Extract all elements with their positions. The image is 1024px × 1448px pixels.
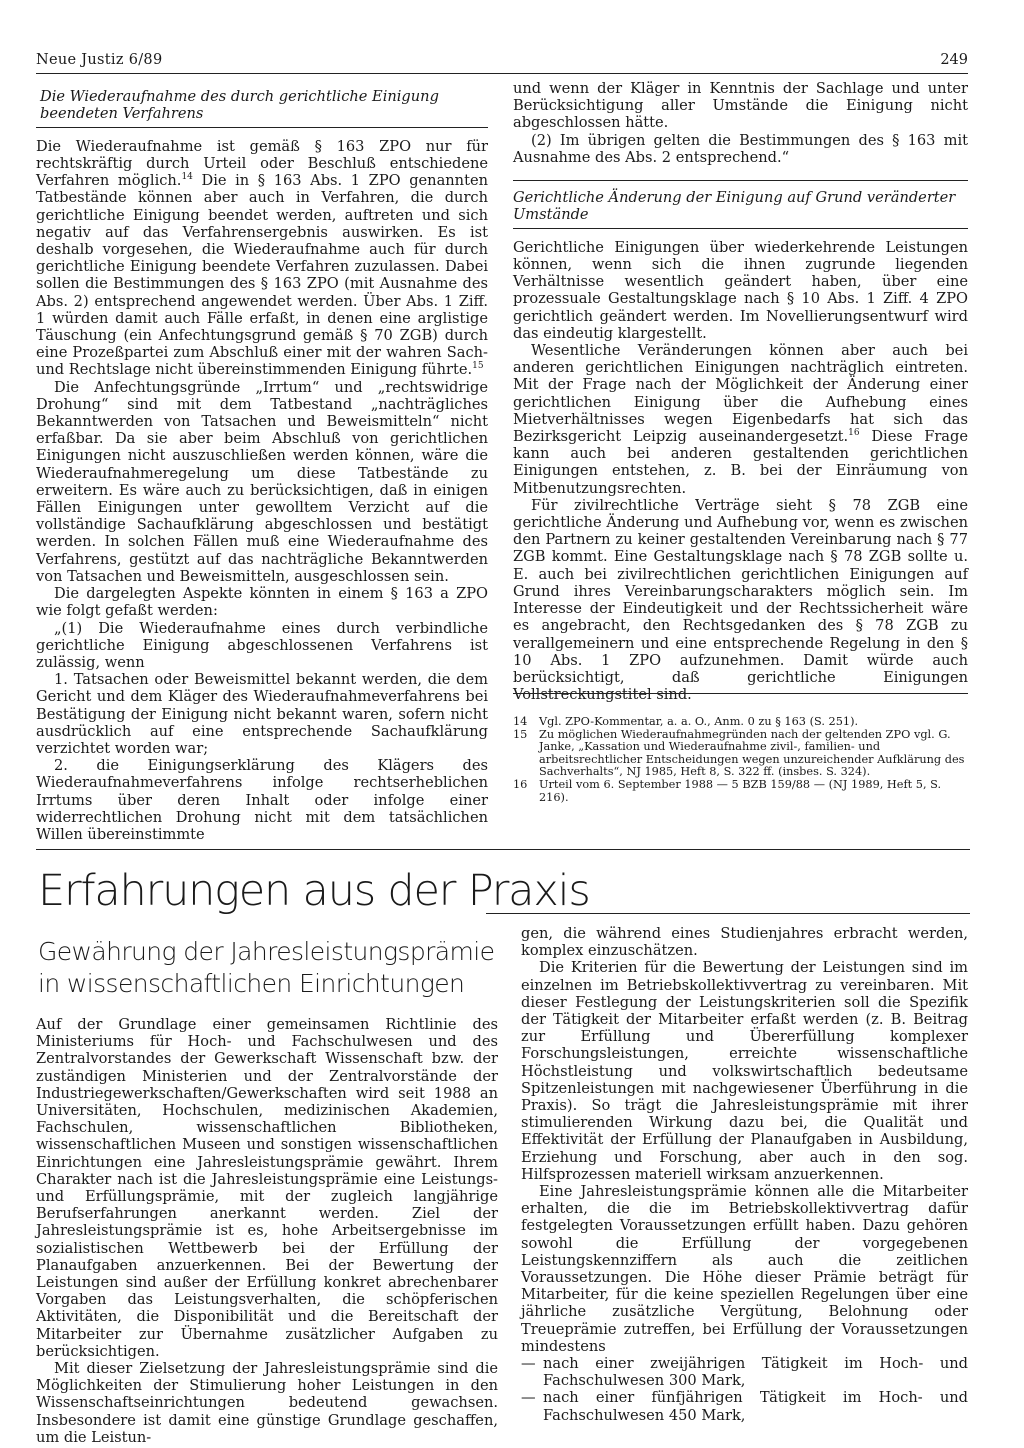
section-title: Erfahrungen aus der Praxis xyxy=(38,866,590,916)
section-heading-aenderung: Gerichtliche Änderung der Einigung auf Grund veränderter Umstände xyxy=(513,189,956,224)
quoted-continuation: (2) Im übrigen gelten die Bestimmungen des § 163 mit Ausnahme des Abs. 2 entsprechend.“ xyxy=(513,131,968,166)
journal-issue: Neue Justiz 6/89 xyxy=(36,52,163,68)
paragraph: Die dargelegten Aspekte könnten in einem § 163 a ZPO wie folgt gefaßt werden: xyxy=(36,585,488,620)
article-right-column xyxy=(521,925,968,1424)
section-heading-rule xyxy=(513,228,968,229)
footnote-ref: 15 xyxy=(472,361,484,372)
paragraph: Eine Jahresleistungsprämie können alle die Mitarbeiter erhalten, die die im Betriebskollektivvertrag dafür festgelegten Voraussetzungen erfüllt haben. Dazu gehören sowohl die Erfüllung der vorgegebenen Leistungskennziffern als auch die zeitlichen Voraussetzungen. Die Höhe dieser Prämie beträgt für Mitarbeiter, für die keine speziellen Regelungen über eine jährliche zusätzliche Vergütung, Belohnung oder Treueprämie zutreffen, bei Erfüllung der Voraussetzungen mindestens xyxy=(521,1183,968,1355)
paragraph: Wesentliche Veränderungen können aber auch bei anderen gerichtlichen Einigungen nachträglich eintreten. Mit der Frage nach der Möglichkeit der Änderung einer gerichtlichen Einigung über die Aufhebung eines Mietverhältnisses wegen Eigenbedarfs hat sich das Bezirksgericht Leipzig auseinandergesetzt.$^{16}$ Diese Frage kann auch bei anderen gestaltenden gerichtlichen Einigungen entstehen, z. B. bei der Einräumung von Mitbenutzungsrechten. xyxy=(513,342,968,497)
footnote-16: 16 Urteil vom 6. September 1988 — 5 BZB 159/88 — (NJ 1989, Heft 5, S. 216). xyxy=(513,777,942,804)
footnote-rule xyxy=(513,693,968,694)
paragraph: Mit dieser Zielsetzung der Jahresleistungsprämie sind die Möglichkeiten der Stimulierung hoher Leistungen in den Wissenschaftseinrichtungen bedeutend gewachsen. Insbesondere ist damit eine günstige Grundlage geschaffen, um die Leistun- xyxy=(36,1360,498,1446)
header-rule xyxy=(36,73,968,74)
paragraph: Die Wiederaufnahme ist gemäß § 163 ZPO nur für rechtskräftig durch Urteil oder Beschluß entschiedene Verfahren möglich.$^{14}$ Die in § 163 Abs. 1 ZPO genannten Tatbestände können aber auch in Verfahren, die durch gerichtliche Einigung beendet werden, auftreten und sich negativ auf das Verfahrensergebnis auswirken. Es ist deshalb vorgesehen, die Wiederaufnahme auch für durch gerichtliche Einigung beendete Verfahren zuzulassen. Dabei sollen die Bestimmungen des § 163 ZPO (mit Ausnahme des Abs. 2) entsprechend angewendet werden. Über Abs. 1 Ziff. 1 würden damit auch Fälle erfaßt, in denen eine arglistige Täuschung (ein Anfechtungsgrund gemäß § 70 ZGB) durch eine Prozeßpartei zum Abschluß einer mit der wahren Sach- und Rechtslage nicht übereinstimmenden Einigung führte.$^{15}$ xyxy=(36,137,488,379)
footnote-ref: 16 xyxy=(848,428,860,439)
footnote-ref: 14 xyxy=(181,172,193,183)
left-column xyxy=(36,88,488,843)
section-heading-rule xyxy=(36,127,488,128)
list-item: — nach einer fünfjährigen Tätigkeit im Hoch- und Fachschulwesen 450 Mark, xyxy=(521,1389,968,1424)
paragraph: gen, die während eines Studienjahres erbracht werden, komplex einzuschätzen. xyxy=(521,925,968,960)
footnote-14: 14 Vgl. ZPO-Kommentar, a. a. O., Anm. 0 zu § 163 (S. 251). xyxy=(513,715,859,728)
article-left-column xyxy=(36,1016,498,1446)
section-rule xyxy=(513,180,968,181)
quoted-paragraph: „(1) Die Wiederaufnahme eines durch verbindliche gerichtliche Einigung abgeschlossenen Verfahrens ist zulässig, wenn xyxy=(36,619,488,671)
article-title: Gewährung der Jahresleistungsprämie in wissenschaftlichen Einrichtungen xyxy=(38,937,495,998)
quoted-list-item: 1. Tatsachen oder Beweismittel bekannt werden, die dem Gericht und dem Kläger des Wiederaufnahmeverfahrens bei Bestätigung der Einigung nicht bekannt waren, sofern nicht ausdrücklich auf eine entsprechende Sachaufklärung verzichtet worden war; xyxy=(36,671,488,757)
paragraph: Für zivilrechtliche Verträge sieht § 78 ZGB eine gerichtliche Änderung und Aufhebung vor, wenn es zwischen den Partnern zu keiner gestaltenden Vereinbarung nach § 77 ZGB kommt. Eine Gestaltungsklage nach § 78 ZGB sollte u. E. auch bei zivilrechtlichen gerichtlichen Einigungen auf Grund ihres Vereinbarungscharakters möglich sein. Im Interesse der Eindeutigkeit und der Rechtssicherheit wäre es angebracht, den Rechtsgedanken des § 78 ZGB zu verallgemeinern und eine entsprechende Regelung in den § 10 Abs. 1 ZPO aufzunehmen. Damit würde auch berücksichtigt, daß gerichtliche Einigungen Vollstreckungstitel sind. xyxy=(513,496,968,704)
section-heading-wiederaufnahme: Die Wiederaufnahme des durch gerichtliche Einigung beendeten Verfahrens xyxy=(40,88,439,123)
footnote-15: 15 Zu möglichen Wiederaufnahmegründen nach der geltenden ZPO vgl. G. Janke, „Kassation und Wiederaufnahme zivil-, familien- und arbeitsrechtlicher Entscheidungen wegen unzureichender Aufklärung des Sachverhalts“, NJ 1985, Heft 8, S. 322 ff. (insbes. S. 324). xyxy=(513,727,965,779)
right-column xyxy=(513,80,968,703)
list-item: — nach einer zweijährigen Tätigkeit im Hoch- und Fachschulwesen 300 Mark, xyxy=(521,1355,968,1390)
footnotes xyxy=(513,716,968,804)
quoted-list-item: 2. die Einigungserklärung des Klägers des Wiederaufnahmeverfahrens infolge rechtserheblichen Irrtums über deren Inhalt oder infolge einer widerrechtlichen Drohung nicht mit dem tatsächlichen Willen übereinstimmte xyxy=(36,757,488,843)
paragraph: Die Kriterien für die Bewertung der Leistungen sind im einzelnen im Betriebskollektivvertrag zu vereinbaren. Mit dieser Festlegung der Leistungskriterien soll die Spezifik der Tätigkeit der Mitarbeiter erfaßt werden (z. B. Beitrag zur Erfüllung und Übererfüllung komplexer Forschungsleistungen, erreichte wissenschaftliche Höchstleistung und volkswirtschaftlich bedeutsame Spitzenleistungen mit nachgewiesener Überführung in die Praxis). So trägt die Jahresleistungsprämie mit ihrer stimulierenden Wirkung dazu bei, die Qualität und Effektivität der Erfüllung der Planaufgaben in Ausbildung, Erziehung und Forschung, aber auch in den sog. Hilfsprozessen materiell wirksam anzuerkennen. xyxy=(521,959,968,1183)
page-number: 249 xyxy=(940,52,968,68)
quoted-continuation: und wenn der Kläger in Kenntnis der Sachlage und unter Berücksichtigung aller Umstände die Einigung nicht abgeschlossen hätte. xyxy=(513,80,968,132)
section-divider xyxy=(36,849,970,850)
paragraph: Auf der Grundlage einer gemeinsamen Richtlinie des Ministeriums für Hoch- und Fachschulwesen und des Zentralvorstandes der Gewerkschaft Wissenschaft bzw. der zuständigen Ministerien und der Zentralvorstände der Industriegewerkschaften/Gewerkschaften wird seit 1988 an Universitäten, Hochschulen, medizinischen Akademien, Fachschulen, wissenschaftlichen Bibliotheken, wissenschaftlichen Museen und sonstigen wissenschaftlichen Einrichtungen eine Jahresleistungsprämie gewährt. Ihrem Charakter nach ist die Jahresleistungsprämie eine Leistungs- und Erfüllungsprämie, mit der zugleich langjährige Berufserfahrungen anerkannt werden. Ziel der Jahresleistungsprämie ist es, hohe Arbeitsergebnisse im sozialistischen Wettbewerb bei der Erfüllung der Planaufgaben anzuerkennen. Bei der Bewertung der Leistungen sind außer der Erfüllung konkret abrechenbarer Vorgaben das Leistungsverhalten, die schöpferischen Aktivitäten, die Disponibilität und die Bereitschaft der Mitarbeiter zur Übernahme zusätzlicher Aufgaben zu berücksichtigen. xyxy=(36,1016,498,1360)
section-title-rule xyxy=(486,913,970,914)
paragraph: Die Anfechtungsgründe „Irrtum“ und „rechtswidrige Drohung“ sind mit dem Tatbestand „nachträgliches Bekanntwerden von Tatsachen und Beweismitteln“ nicht erfaßbar. Da sie aber beim Abschluß von gerichtlichen Einigungen nicht auszuschließen werden können, wäre die Wiederaufnahmeregelung um diese Tatbestände zu erweitern. Es wäre auch zu berücksichtigen, daß in einigen Fällen Einigungen unter gewolltem Verzicht auf die vollständige Sachaufklärung abgeschlossen und bestätigt werden. In solchen Fällen muß eine Wiederaufnahme des Verfahrens, gestützt auf das nachträgliche Bekanntwerden von Tatsachen und Beweismitteln, ausgeschlossen sein. xyxy=(36,378,488,585)
paragraph: Gerichtliche Einigungen über wiederkehrende Leistungen können, wenn sich die ihnen zugrunde liegenden Verhältnisse wesentlich geändert haben, über eine prozessuale Gestaltungsklage nach § 10 Abs. 1 Ziff. 4 ZPO gerichtlich geändert werden. Im Novellierungsentwurf wird das eindeutig klargestellt. xyxy=(513,238,968,342)
